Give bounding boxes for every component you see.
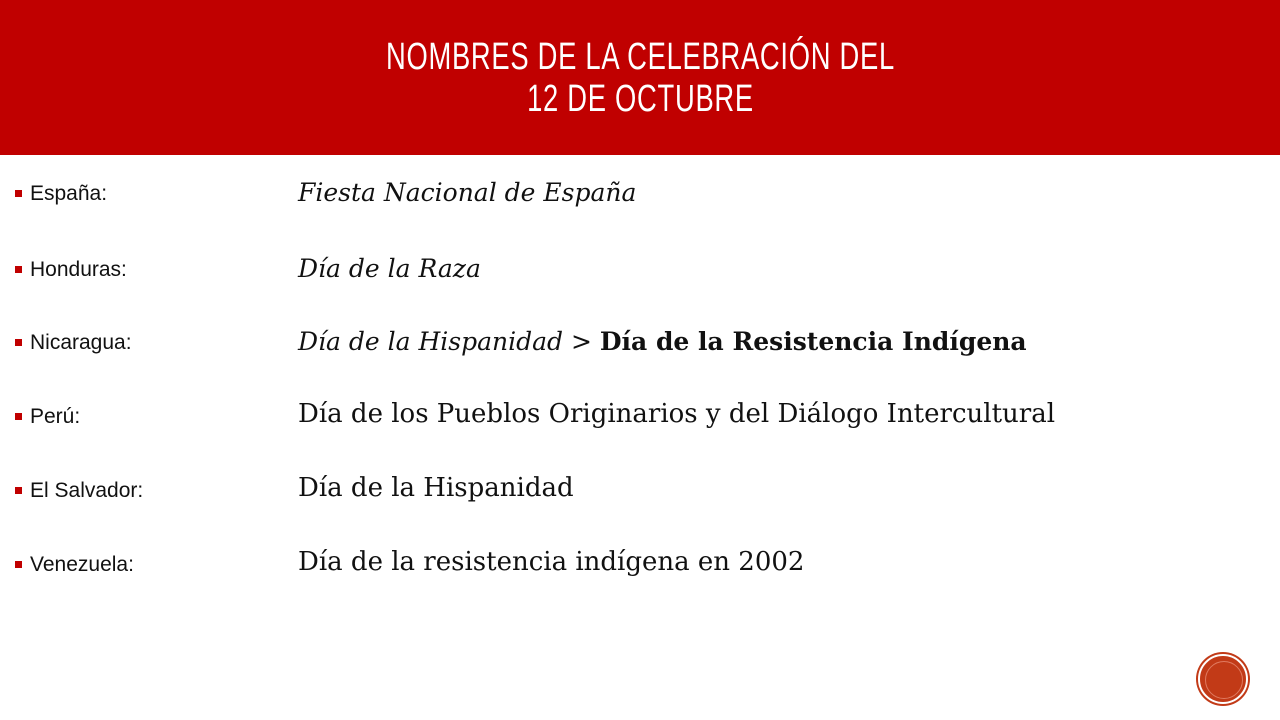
item-label: El Salvador: [30, 479, 144, 502]
item-value: Fiesta Nacional de España [298, 178, 637, 207]
item-value [298, 327, 1027, 356]
decorative-circle-icon [1198, 654, 1248, 704]
list-item-venezuela [0, 545, 1280, 585]
list-item-nicaragua [0, 323, 1280, 363]
list-item-el-salvador [0, 471, 1280, 511]
square-bullet-icon [15, 487, 22, 494]
circle-inner-ring [1205, 661, 1243, 699]
item-value: Día de los Pueblos Originarios y del Diálogo Intercultural [298, 399, 1056, 429]
item-value: Día de la Raza [298, 254, 481, 283]
new-name: Día de la Resistencia Indígena [599, 327, 1027, 356]
square-bullet-icon [15, 413, 22, 420]
slide-title-line-2: 12 DE OCTUBRE [526, 77, 754, 120]
item-label: Perú: [30, 405, 81, 428]
item-label: Honduras: [30, 258, 127, 281]
title-banner [0, 0, 1280, 155]
list-item-espana [0, 176, 1280, 216]
item-label: España: [30, 182, 108, 205]
square-bullet-icon [15, 561, 22, 568]
old-name: Día de la Hispanidad [298, 327, 564, 356]
square-bullet-icon [15, 266, 22, 273]
item-label: Nicaragua: [30, 331, 132, 354]
square-bullet-icon [15, 339, 22, 346]
item-label: Venezuela: [30, 553, 134, 576]
list-item-honduras [0, 250, 1280, 290]
item-value: Día de la resistencia indígena en 2002 [298, 547, 805, 577]
slide-title-line-1: NOMBRES DE LA CELEBRACIÓN DEL [385, 35, 895, 78]
arrow-separator: > [563, 327, 600, 356]
list-item-peru [0, 397, 1280, 437]
square-bullet-icon [15, 190, 22, 197]
item-value: Día de la Hispanidad [298, 473, 574, 503]
